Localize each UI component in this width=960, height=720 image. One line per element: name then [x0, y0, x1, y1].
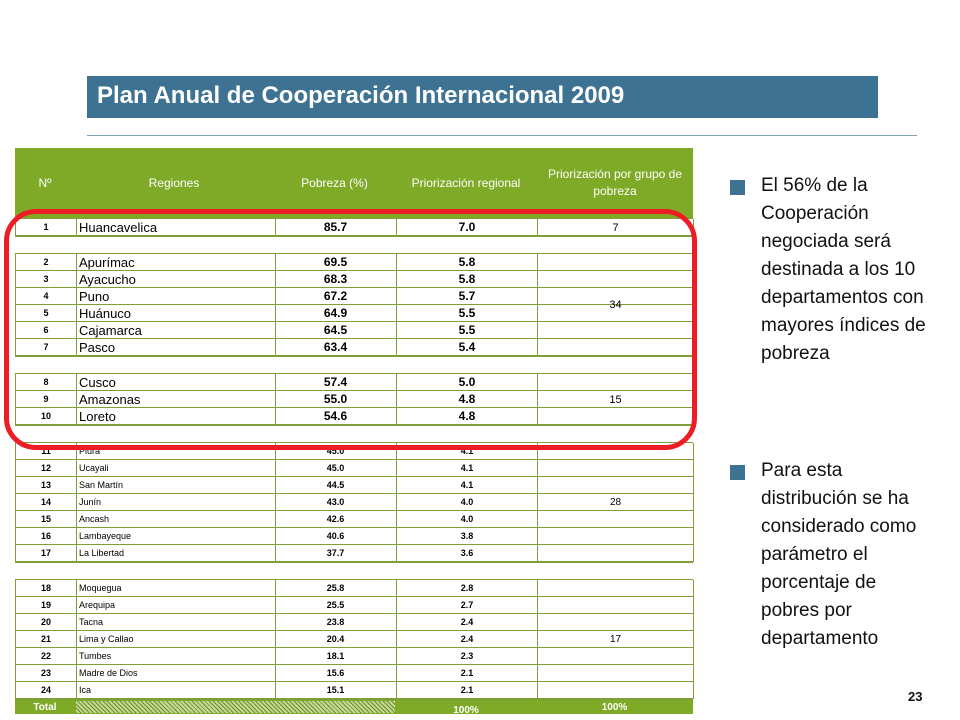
row-poverty: 37.7 [275, 545, 397, 561]
highlight-outline [4, 209, 697, 450]
header-poverty: Pobreza (%) [301, 175, 368, 190]
row-number: 22 [16, 648, 77, 664]
row-poverty: 63.4 [275, 339, 397, 355]
row-priority: 4.1 [397, 460, 538, 476]
header-regional-priority: Priorización regional [411, 175, 521, 190]
row-priority: 5.8 [397, 254, 538, 270]
row-number: 21 [16, 631, 77, 647]
row-priority: 3.6 [397, 545, 538, 561]
row-priority: 2.3 [397, 648, 538, 664]
row-number: 17 [16, 545, 77, 561]
row-priority: 4.0 [397, 511, 538, 527]
bullet-item [730, 457, 925, 667]
row-number: 11 [16, 443, 77, 459]
title-divider [87, 135, 917, 136]
row-poverty: 15.6 [275, 665, 397, 681]
row-number: 3 [16, 271, 77, 287]
bullet-text: El 56% de la Cooperación negociada será destinada a los 10 departamentos con mayores índices de pobreza [761, 175, 926, 364]
row-priority: 4.1 [397, 477, 538, 493]
row-region: San Martín [77, 477, 276, 493]
row-number: 13 [16, 477, 77, 493]
row-poverty: 45.0 [275, 443, 397, 459]
bullet-square-icon [730, 180, 745, 195]
row-poverty: 69.5 [275, 254, 397, 270]
page-number: 23 [908, 689, 923, 704]
row-region: Cusco [77, 374, 276, 390]
row-region: Amazonas [77, 391, 276, 407]
row-poverty: 67.2 [275, 288, 397, 304]
group-priority-value: 7 [538, 219, 694, 236]
group-priority-value: 34 [538, 254, 694, 356]
row-region: Ancash [77, 511, 276, 527]
row-poverty: 25.8 [275, 580, 397, 596]
row-priority: 2.1 [397, 682, 538, 698]
row-region: Huancavelica [77, 219, 276, 235]
row-priority: 5.8 [397, 271, 538, 287]
row-number: 4 [16, 288, 77, 304]
row-number: 16 [16, 528, 77, 544]
row-region: Tumbes [77, 648, 276, 664]
row-priority: 5.4 [397, 339, 538, 355]
row-number: 19 [16, 597, 77, 613]
row-priority: 2.4 [397, 631, 538, 647]
row-poverty: 54.6 [275, 408, 397, 424]
row-region: Tacna [77, 614, 276, 630]
row-priority: 5.5 [397, 322, 538, 338]
row-priority: 5.7 [397, 288, 538, 304]
row-number: 15 [16, 511, 77, 527]
row-region: Cajamarca [77, 322, 276, 338]
row-number: 10 [16, 408, 77, 424]
row-region: Ucayali [77, 460, 276, 476]
group-priority-value: 15 [538, 374, 694, 425]
row-number: 12 [16, 460, 77, 476]
row-priority: 4.8 [397, 391, 538, 407]
total-row [15, 700, 693, 714]
row-poverty: 42.6 [275, 511, 397, 527]
bullet-item [730, 172, 925, 432]
total-group: 100% [601, 701, 628, 713]
row-poverty: 45.0 [275, 460, 397, 476]
row-poverty: 40.6 [275, 528, 397, 544]
row-number: 8 [16, 374, 77, 390]
row-region: Ayacucho [77, 271, 276, 287]
row-number: 14 [16, 494, 77, 510]
row-poverty: 20.4 [275, 631, 397, 647]
row-number: 6 [16, 322, 77, 338]
total-priority: 100% [453, 704, 479, 716]
row-region: Junín [77, 494, 276, 510]
row-poverty: 57.4 [275, 374, 397, 390]
table-header [15, 148, 693, 218]
row-region: Moquegua [77, 580, 276, 596]
bullet-text: Para esta distribución se ha considerado como parámetro el porcentaje de pobres por departamento [761, 460, 917, 649]
row-region: Ica [77, 682, 276, 698]
group-priority-value: 17 [538, 580, 694, 699]
header-group-priority: Priorización por grupo de pobreza [547, 167, 683, 198]
row-priority: 2.1 [397, 665, 538, 681]
row-number: 7 [16, 339, 77, 355]
row-region: Apurímac [77, 254, 276, 270]
row-region: Huánuco [77, 305, 276, 321]
row-poverty: 44.5 [275, 477, 397, 493]
row-priority: 5.5 [397, 305, 538, 321]
row-priority: 2.8 [397, 580, 538, 596]
total-label: Total [33, 701, 57, 713]
row-poverty: 43.0 [275, 494, 397, 510]
row-region: Puno [77, 288, 276, 304]
row-number: 9 [16, 391, 77, 407]
row-priority: 4.1 [397, 443, 538, 459]
row-poverty: 68.3 [275, 271, 397, 287]
total-hatch-fill [76, 701, 395, 713]
header-regions: Regiones [148, 175, 200, 190]
row-priority: 7.0 [397, 219, 538, 235]
row-poverty: 85.7 [275, 219, 397, 235]
title-bar [87, 76, 878, 118]
row-region: Arequipa [77, 597, 276, 613]
row-number: 1 [16, 219, 77, 235]
region-group [15, 442, 693, 563]
row-region: Lima y Callao [77, 631, 276, 647]
row-number: 20 [16, 614, 77, 630]
header-number: Nº [38, 175, 52, 190]
row-priority: 3.8 [397, 528, 538, 544]
row-priority: 2.7 [397, 597, 538, 613]
row-poverty: 64.5 [275, 322, 397, 338]
row-poverty: 18.1 [275, 648, 397, 664]
row-priority: 2.4 [397, 614, 538, 630]
row-region: Madre de Dios [77, 665, 276, 681]
row-number: 18 [16, 580, 77, 596]
row-region: Lambayeque [77, 528, 276, 544]
row-number: 2 [16, 254, 77, 270]
bullet-square-icon [730, 465, 745, 480]
region-group [15, 579, 693, 700]
row-priority: 5.0 [397, 374, 538, 390]
row-region: Piura [77, 443, 276, 459]
row-region: Pasco [77, 339, 276, 355]
row-poverty: 64.9 [275, 305, 397, 321]
row-region: Loreto [77, 408, 276, 424]
row-poverty: 25.5 [275, 597, 397, 613]
row-priority: 4.0 [397, 494, 538, 510]
row-poverty: 23.8 [275, 614, 397, 630]
row-poverty: 55.0 [275, 391, 397, 407]
slide-title: Plan Anual de Cooperación Internacional 2009 [97, 82, 625, 109]
row-number: 23 [16, 665, 77, 681]
row-number: 5 [16, 305, 77, 321]
row-poverty: 15.1 [275, 682, 397, 698]
row-number: 24 [16, 682, 77, 698]
group-spacer [15, 563, 693, 579]
row-priority: 4.8 [397, 408, 538, 424]
group-priority-value: 28 [538, 443, 694, 562]
row-region: La Libertad [77, 545, 276, 561]
